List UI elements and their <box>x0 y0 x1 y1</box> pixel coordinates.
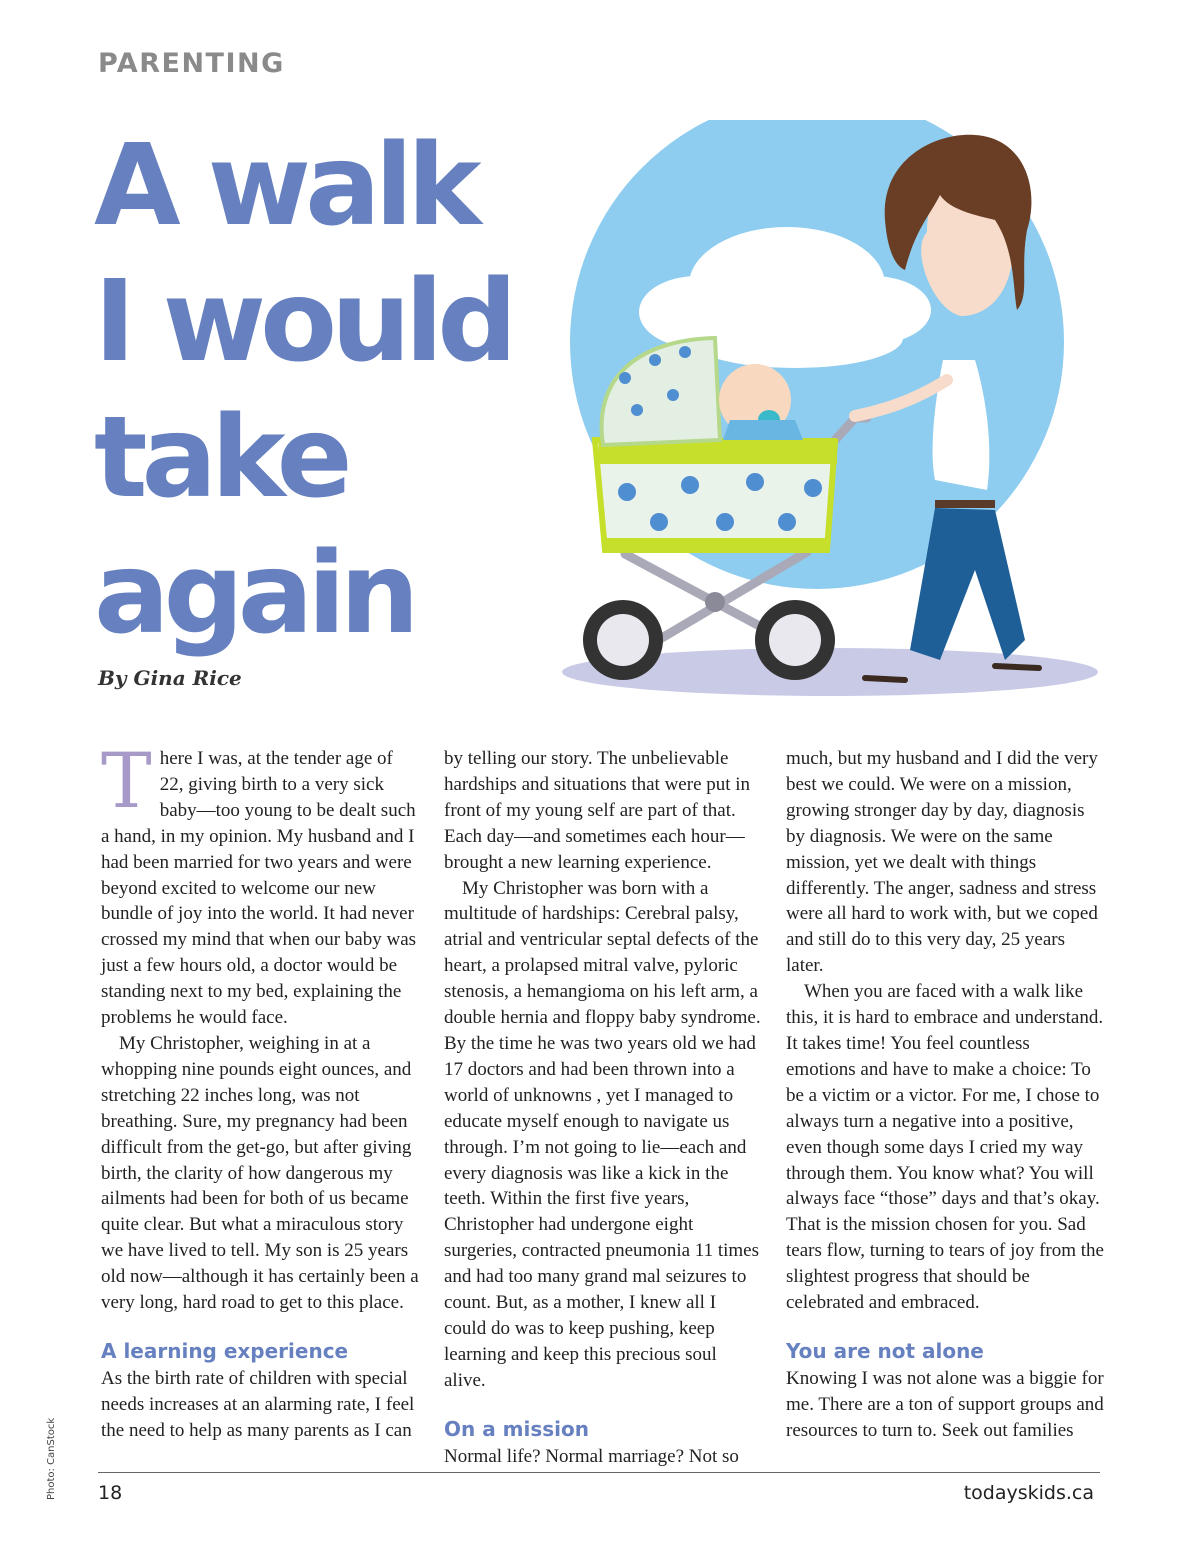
paragraph: much, but my husband and I did the very best we could. We were on a mission, growing stronger day by day, diagnosis by diagnosis. We were on the same mission, yet we dealt with things differently. The anger, sadness and stress were all hard to work with, but we coped and still do to this very day, 25 years later. <box>786 748 1098 977</box>
paragraph: here I was, at the tender age of 22, giving birth to a very sick baby—too young to be dealt such a hand, in my opinion. My husband and I had been married for two years and were beyond excited to welcome our new bundle of joy into the world. It had never crossed my mind that when our baby was just a few hours old, a doctor would be standing next to my bed, explaining the problems he would face. <box>101 748 417 1029</box>
page-number: 18 <box>98 1482 123 1504</box>
section-label: PARENTING <box>98 48 285 79</box>
paragraph: When you are faced with a walk like this, it is hard to embrace and understand. It takes time! You feel countless emotions and have to make a choice: To be a victim or a victor. For me, I chose to always turn a negative into a positive, even though some days I cried my way through them. You know what? You will always face “those” days and that’s okay. That is the mission chosen for you. Sad tears flow, turning to tears of joy from the slightest progress that should be celebrated and embraced. <box>786 981 1104 1314</box>
website-link[interactable]: todayskids.ca <box>963 1482 1094 1504</box>
paragraph: Knowing I was not alone was a biggie for me. There are a ton of support groups and resources to turn to. Seek out families <box>786 1367 1104 1441</box>
article-column-3 <box>786 746 1104 1456</box>
headline-line: again <box>94 529 414 659</box>
subheading: On a mission <box>444 1416 589 1441</box>
headline-line: take <box>94 393 347 523</box>
drop-cap: T <box>101 736 152 825</box>
headline-line: I would <box>94 257 512 387</box>
byline: By Gina Rice <box>98 666 242 690</box>
paragraph: My Christopher was born with a multitude of hardships: Cerebral palsy, atrial and ventricular septal defects of the heart, a prolapsed mitral valve, pyloric stenosis, a hemangioma on his left arm, a double hernia and floppy baby syndrome. By the time he was two years old we had 17 doctors and had been thrown into a world of unknowns , yet I managed to educate myself enough to navigate us through. I’m not going to lie—each and every diagnosis was like a kick in the teeth. Within the first five years, Christopher had undergone eight surgeries, contracted pneumonia 11 times and had too many grand mal seizures to count. But, as a mother, I knew all I could do was to keep pushing, keep learning and keep this precious soul alive. <box>444 877 761 1391</box>
article-headline <box>94 118 614 662</box>
headline-line: A walk <box>94 121 476 251</box>
mother-with-stroller-illustration <box>555 120 1100 705</box>
article-column-1 <box>101 736 419 1456</box>
paragraph: by telling our story. The unbelievable hardships and situations that were put in front of my young self are part of that. Each day—and sometimes each hour—brought a new learning experience. <box>444 748 751 873</box>
paragraph: As the birth rate of children with special needs increases at an alarming rate, I feel the need to help as many parents as I can <box>101 1367 415 1441</box>
subheading: You are not alone <box>786 1338 984 1363</box>
footer-divider <box>98 1472 1100 1473</box>
paragraph: My Christopher, weighing in at a whopping nine pounds eight ounces, and stretching 22 inches long, was not breathing. Sure, my pregnancy had been difficult from the get-go, but after giving birth, the clarity of how dangerous my ailments had been for both of us became quite clear. But what a miraculous story we have lived to tell. My son is 25 years old now—although it has certainly been a very long, hard road to get to this place. <box>101 1032 419 1314</box>
article-column-2 <box>444 746 762 1467</box>
subheading: A learning experience <box>101 1338 349 1363</box>
photo-credit: Photo: CanStock <box>46 1417 57 1500</box>
paragraph: Normal life? Normal marriage? Not so <box>444 1445 739 1467</box>
